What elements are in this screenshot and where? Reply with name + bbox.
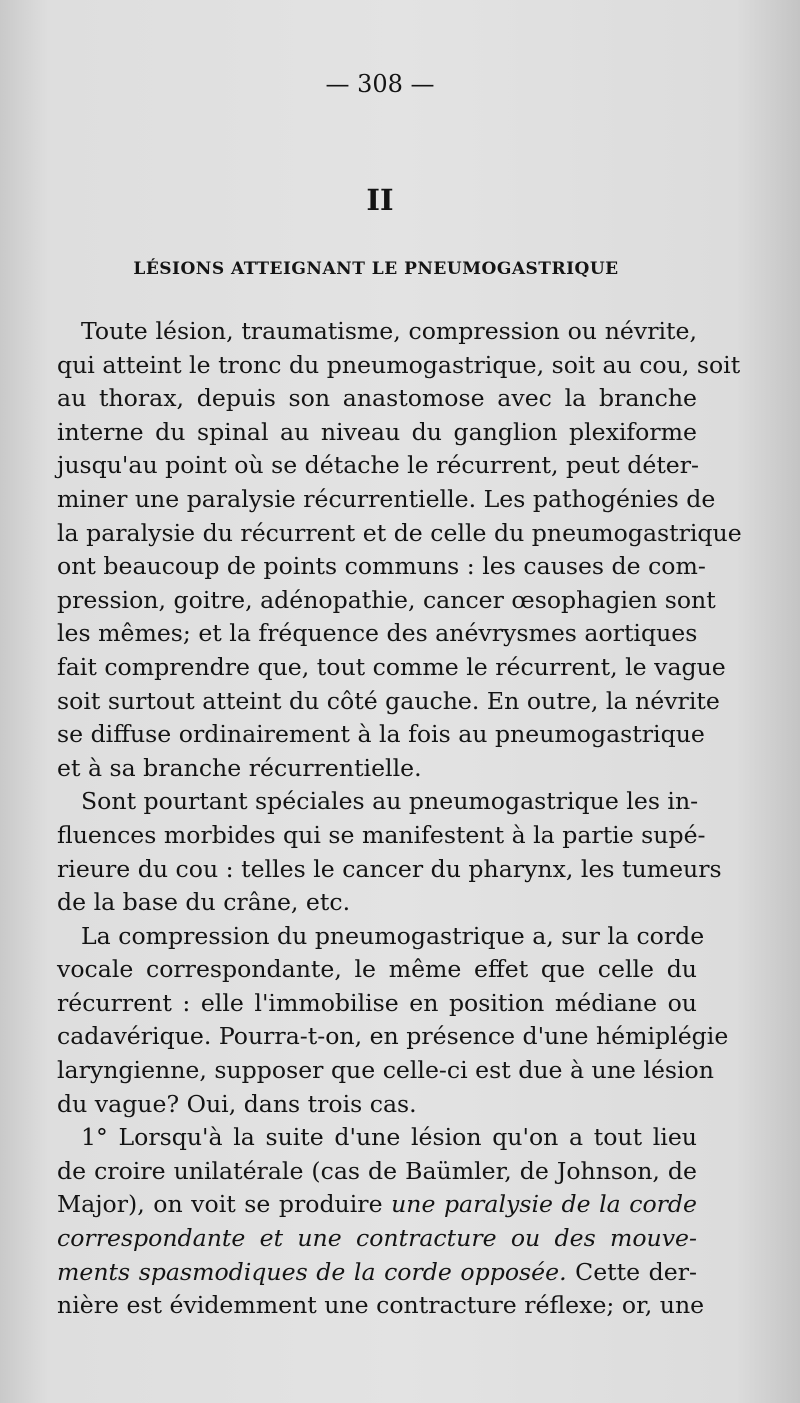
text-line: cadavérique. Pourra-t-on, en présence d'une hémiplégie — [57, 1022, 729, 1051]
text-line: rieure du cou : telles le cancer du pharynx, les tumeurs — [57, 854, 722, 883]
text-line: nière est évidemment une contracture réflexe; or, une — [57, 1291, 705, 1320]
text-line: se diffuse ordinairement à la fois au pneumogastrique — [57, 720, 705, 749]
text-line: qui atteint le tronc du pneumogastrique, soit au cou, soit — [57, 350, 741, 379]
paragraph-4 — [57, 1121, 705, 1323]
roman-run: Major), on voit se produire — [57, 1190, 392, 1219]
text-line: Sont pourtant spéciales au pneumogastrique les in- — [81, 787, 699, 816]
text-line: interne du spinal au niveau du ganglion plexiforme — [57, 417, 697, 446]
text-line: jusqu'au point où se détache le récurrent, peut déter- — [57, 451, 700, 480]
text-line: Toute lésion, traumatisme, compression ou névrite, — [81, 317, 697, 345]
text-line-italic — [57, 1222, 697, 1256]
text-line: fluences morbides qui se manifestent à la partie supé- — [57, 820, 706, 849]
paragraph-2 — [57, 785, 722, 919]
italic-run: correspondante et une contracture ou des mouve- — [57, 1224, 697, 1253]
text-line: La compression du pneumogastrique a, sur la corde — [81, 921, 705, 950]
section-title: LÉSIONS ATTEIGNANT LE PNEUMOGASTRIQUE — [133, 259, 619, 279]
text-line: miner une paralysie récurrentielle. Les pathogénies de — [57, 484, 716, 513]
text-line-mixed — [57, 1256, 697, 1290]
text-line: du vague? Oui, dans trois cas. — [57, 1089, 417, 1118]
italic-run: ments spasmodiques de la corde opposée. — [57, 1257, 567, 1286]
text-line: et à sa branche récurrentielle. — [57, 753, 422, 782]
italic-run: une paralysie de la corde — [391, 1190, 697, 1219]
text-line: 1° Lorsqu'à la suite d'une lésion qu'on a tout lieu — [81, 1123, 697, 1152]
paragraph-3 — [57, 920, 729, 1122]
text-line: de croire unilatérale (cas de Baümler, de Johnson, de — [57, 1156, 697, 1185]
text-line: vocale correspondante, le même effet que celle du — [57, 955, 697, 984]
text-line: soit surtout atteint du côté gauche. En outre, la névrite — [57, 686, 720, 715]
roman-run: Cette der- — [566, 1257, 697, 1286]
text-line-mixed — [57, 1188, 697, 1222]
text-line: la paralysie du récurrent et de celle du pneumogastrique — [57, 518, 742, 547]
text-line: ont beaucoup de points communs : les causes de com- — [57, 552, 706, 581]
text-line: récurrent : elle l'immobilise en position médiane ou — [57, 988, 697, 1017]
text-line: fait comprendre que, tout comme le récurrent, le vague — [57, 652, 726, 681]
paragraph-1 — [57, 315, 742, 785]
section-number: II — [366, 183, 394, 217]
text-line: au thorax, depuis son anastomose avec la branche — [57, 384, 697, 413]
page-number: — 308 — — [325, 70, 435, 98]
text-line: laryngienne, supposer que celle-ci est due à une lésion — [57, 1056, 714, 1085]
text-line: de la base du crâne, etc. — [57, 888, 351, 917]
body-text — [57, 315, 742, 1323]
text-line: les mêmes; et la fréquence des anévrysmes aortiques — [57, 619, 698, 648]
text-line: pression, goitre, adénopathie, cancer œsophagien sont — [57, 585, 716, 614]
